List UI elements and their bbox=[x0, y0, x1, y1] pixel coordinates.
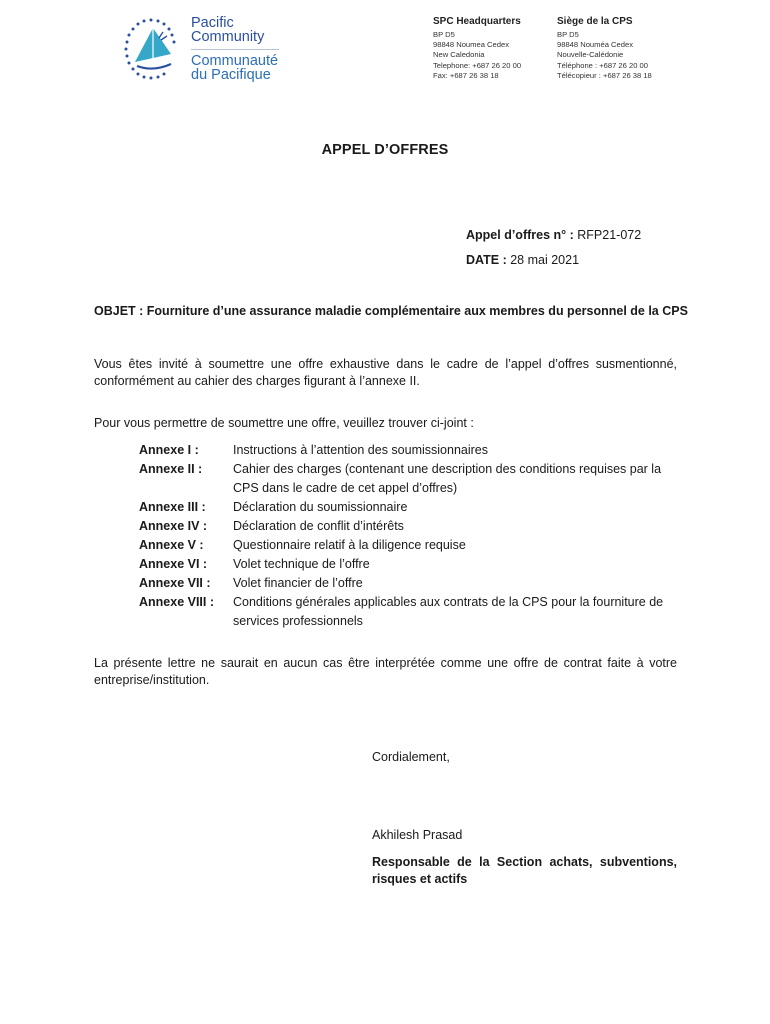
paragraph-disclaimer: La présente lettre ne saurait en aucun cas être interprétée comme une offre de contrat faite à votre entreprise/institution. bbox=[94, 656, 677, 687]
document-title: APPEL D’OFFRES bbox=[321, 142, 449, 158]
annex-key: Annexe VII : bbox=[139, 576, 211, 590]
logo-line-du-pacifique: du Pacifique bbox=[191, 67, 271, 83]
annex-key: Annexe II : bbox=[139, 462, 203, 476]
address-en-line: 98848 Noumea Cedex bbox=[433, 40, 509, 50]
address-fr-fax: Télécopieur : +687 26 38 18 bbox=[557, 70, 652, 80]
address-fr-line: 98848 Nouméa Cedex bbox=[557, 40, 633, 50]
signer-name: Akhilesh Prasad bbox=[372, 828, 463, 842]
annex-key: Annexe VI : bbox=[139, 557, 208, 571]
annex-description: Volet technique de l’offre bbox=[233, 557, 370, 571]
annex-item bbox=[139, 498, 679, 517]
address-fr-line: Nouvelle-Calédonie bbox=[557, 50, 624, 60]
annex-description: Déclaration de conflit d’intérêts bbox=[233, 519, 404, 533]
tender-reference-label: Appel d’offres n° : bbox=[466, 228, 574, 242]
tender-reference-value: RFP21-072 bbox=[573, 228, 642, 242]
tender-reference bbox=[466, 228, 641, 242]
annex-item bbox=[139, 441, 679, 460]
address-en-fax: Fax: +687 26 38 18 bbox=[433, 70, 499, 80]
logo-line-communaute: Communauté bbox=[191, 53, 279, 69]
annex-item bbox=[139, 460, 679, 498]
closing-salutation: Cordialement, bbox=[372, 750, 450, 764]
document-date-label: DATE : bbox=[466, 253, 507, 267]
logo-line-pacific: Pacific bbox=[191, 15, 234, 31]
annex-description: Cahier des charges (contenant une description des conditions requises par la CPS dans le cadre de cet appel d’offres) bbox=[233, 462, 662, 495]
annex-key: Annexe V : bbox=[139, 538, 204, 552]
annex-description: Instructions à l’attention des soumissionnaires bbox=[233, 443, 488, 457]
signer-title: Responsable de la Section achats, subventions, risques et actifs bbox=[372, 855, 677, 886]
document-date bbox=[466, 253, 579, 267]
address-block-french bbox=[557, 16, 652, 81]
annex-key: Annexe VIII : bbox=[139, 595, 215, 609]
address-en-line: BP D5 bbox=[433, 30, 455, 39]
address-en-title: SPC Headquarters bbox=[433, 16, 521, 27]
address-fr-phone: Téléphone : +687 26 20 00 bbox=[557, 60, 648, 70]
address-fr-line: BP D5 bbox=[557, 30, 579, 39]
annex-list bbox=[139, 441, 679, 631]
annex-item bbox=[139, 555, 679, 574]
subject-line: OBJET : Fourniture d’une assurance maladie complémentaire aux membres du personnel de la CPS bbox=[94, 304, 688, 318]
annex-description: Questionnaire relatif à la diligence requise bbox=[233, 538, 466, 552]
address-en-phone: Telephone: +687 26 20 00 bbox=[433, 60, 522, 70]
annex-description: Volet financier de l’offre bbox=[233, 576, 363, 590]
address-en-line: New Caledonia bbox=[433, 50, 485, 60]
annex-item bbox=[139, 536, 679, 555]
spc-emblem-icon bbox=[113, 14, 189, 86]
document-date-value: 28 mai 2021 bbox=[506, 253, 580, 267]
logo-line-community: Community bbox=[191, 29, 265, 45]
annex-item bbox=[139, 517, 679, 536]
annex-key: Annexe I : bbox=[139, 443, 199, 457]
annex-description: Conditions générales applicables aux contrats de la CPS pour la fourniture de services professionnels bbox=[233, 595, 664, 628]
annex-description: Déclaration du soumissionnaire bbox=[233, 500, 408, 514]
annex-key: Annexe IV : bbox=[139, 519, 208, 533]
annex-item bbox=[139, 593, 679, 631]
logo-divider bbox=[191, 49, 279, 50]
annex-item bbox=[139, 574, 679, 593]
paragraph-invitation: Vous êtes invité à soumettre une offre exhaustive dans le cadre de l’appel d’offres susmentionné, conformément au cahier des charges figurant à l’annexe II. bbox=[94, 357, 677, 388]
address-block-english bbox=[433, 16, 521, 81]
paragraph-attachments-intro: Pour vous permettre de soumettre une offre, veuillez trouver ci-joint : bbox=[94, 416, 474, 430]
spc-logo bbox=[113, 14, 293, 86]
annex-key: Annexe III : bbox=[139, 500, 206, 514]
address-fr-title: Siège de la CPS bbox=[557, 16, 633, 27]
